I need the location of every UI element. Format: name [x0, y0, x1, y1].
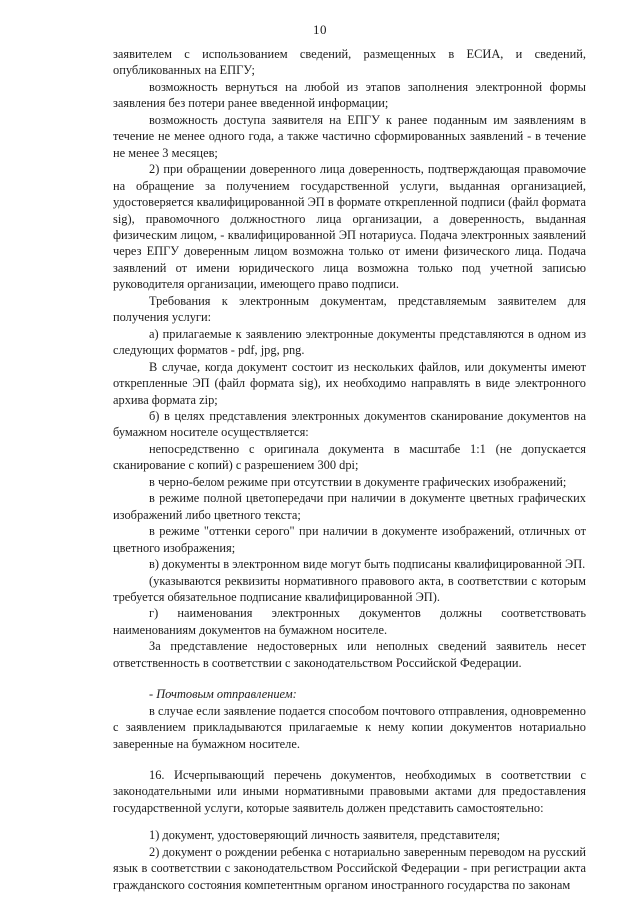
spacer [113, 752, 586, 767]
paragraph: в случае если заявление подается способом почтового отправления, одновременно с заявлением прикладываются прилагаемые к нему копии документов нотариально заверенные на бумажном носителе. [113, 703, 586, 751]
paragraph: 2) документ о рождении ребенка с нотариально заверенным переводом на русский язык в соответствии с законодательством Российской Федерации - при регистрации акта гражданского состояния компетентным органом иностранного государства по законам [113, 844, 586, 892]
document-body [113, 46, 586, 893]
paragraph: возможность вернуться на любой из этапов заполнения электронной формы заявления без потери ранее введенной информации; [113, 79, 586, 111]
paragraph: возможность доступа заявителя на ЕПГУ к ранее поданным им заявлениям в течение не менее одного года, а также частично сформированных заявлений - в течение не менее 3 месяцев; [113, 112, 586, 160]
paragraph: б) в целях представления электронных документов сканирование документов на бумажном носителе осуществляется: [113, 408, 586, 440]
page-number: 10 [313, 22, 327, 37]
paragraph: в режиме "оттенки серого" при наличии в документе изображений, отличных от цветного изображения; [113, 524, 586, 555]
paragraph: 16. Исчерпывающий перечень документов, необходимых в соответствии с законодательными или иными нормативными правовыми актами для предоставления государственной услуги, которые заявитель должен представить самостоятельно: [113, 768, 586, 815]
paragraph: в черно-белом режиме при отсутствии в документе графических изображений; [149, 474, 567, 489]
paragraph: (указываются реквизиты нормативного правового акта, в соответствии с которым требуется обязательное подписание квалифицированной ЭП). [113, 573, 586, 604]
paragraph: В случае, когда документ состоит из нескольких файлов, или документы имеют открепленные ЭП (файл формата sig), их необходимо направлять в виде электронного архива формата zip; [113, 359, 586, 407]
spacer [113, 671, 586, 686]
paragraph: г) наименования электронных документов должны соответствовать наименованиям документов на бумажном носителе. [113, 606, 586, 637]
paragraph: непосредственно с оригинала документа в масштабе 1:1 (не допускается сканирование с копий) с разрешением 300 dpi; [113, 441, 586, 473]
paragraph: 1) документ, удостоверяющий личность заявителя, представителя; [149, 828, 501, 843]
paragraph: 2) при обращении доверенного лица доверенность, подтверждающая правомочие на обращение за получением государственной услуги, выданная организацией, удостоверяется квалифицированной ЭП в формате открепленной подписи (файл формата sig), правомочного должностного лица организации, а доверенность, выданная физическим лицом, - квалифицированной ЭП нотариуса. Подача электронных заявлений через ЕПГУ доверенным лицом возможна только от имени физического лица. Подача заявлений от имени юридического лица возможна только под учетной записью руководителя организации, имеющего право подписи. [113, 162, 586, 292]
paragraph: заявителем с использованием сведений, размещенных в ЕСИА, и сведений, опубликованных на ЕПГУ; [113, 47, 586, 78]
paragraph: в режиме полной цветопередачи при наличии в документе цветных графических изображений либо цветного текста; [113, 491, 586, 522]
spacer [113, 816, 586, 827]
section-heading: - Почтовым отправлением: [149, 687, 297, 702]
paragraph: а) прилагаемые к заявлению электронные документы представляются в одном из следующих форматов - pdf, jpg, png. [113, 326, 586, 358]
paragraph: За представление недостоверных или неполных сведений заявитель несет ответственность в соответствии с законодательством Российской Федерации. [113, 639, 586, 670]
paragraph: Требования к электронным документам, представляемым заявителем для получения услуги: [113, 293, 586, 325]
paragraph: в) документы в электронном виде могут быть подписаны квалифицированной ЭП. [149, 557, 586, 572]
